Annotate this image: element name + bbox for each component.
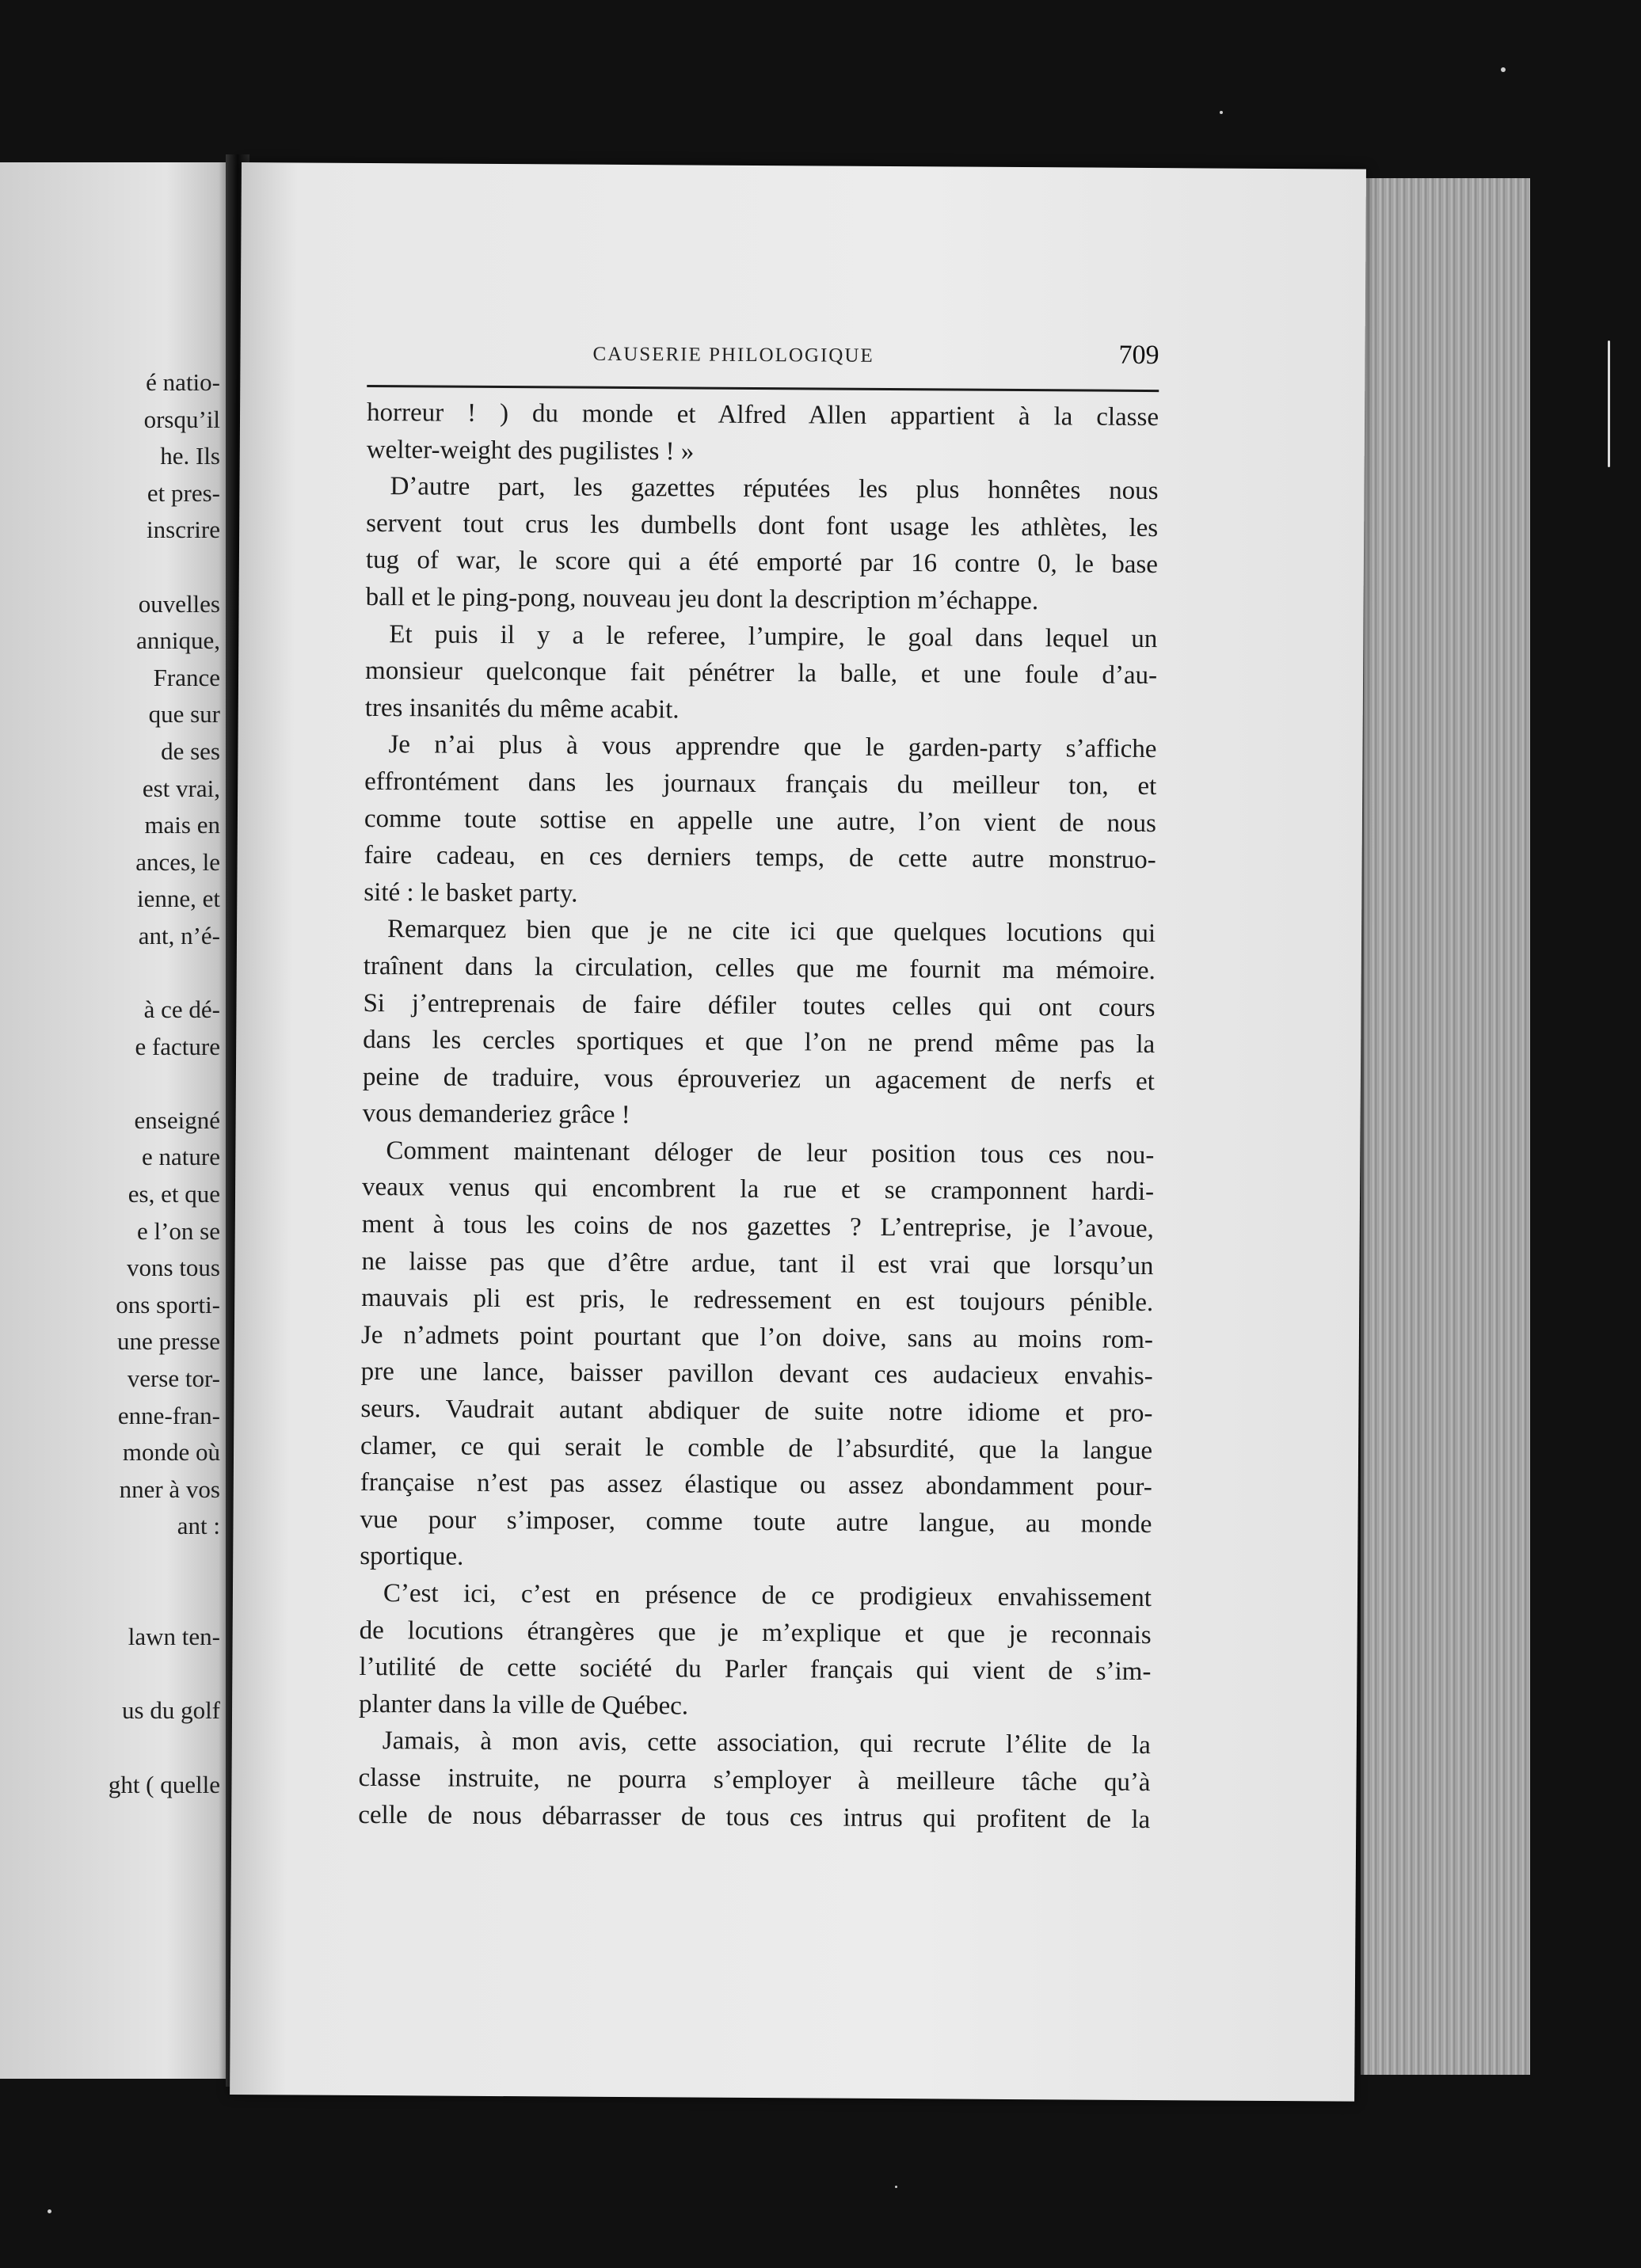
left-page-fragment: ances, le	[135, 847, 220, 876]
left-page-fragment: he. Ils	[160, 442, 220, 470]
left-page-fragment	[109, 1582, 220, 1619]
left-page-fragment: mais en	[144, 811, 220, 839]
text-line: Si j’entreprenais de faire défiler toutes celles qui ont cours	[363, 988, 1156, 1022]
body-text	[358, 394, 1159, 1838]
dust-speck	[1608, 341, 1610, 467]
text-line: seurs. Vaudrait autant abdiquer de suite notre idiome et pro-	[360, 1394, 1153, 1429]
text-line: sité : le basket party.	[364, 877, 578, 908]
page-header	[367, 333, 1159, 385]
text-line: Je n’admets point pourtant que l’on doive, sans au moins rom-	[360, 1320, 1154, 1354]
text-line: monsieur quelconque fait pénétrer la balle, et une foule d’au-	[364, 656, 1158, 691]
left-page-fragment	[109, 1730, 220, 1767]
text-line: veaux venus qui encombrent la rue et se cramponnent hardi-	[361, 1173, 1155, 1207]
text-line: Jamais, à mon avis, cette association, qui recrute l’élite de la	[382, 1726, 1151, 1760]
text-line: peine de traduire, vous éprouveriez un agacement de nerfs et	[362, 1062, 1156, 1096]
text-line: comme toute sottise en appelle une autre, l’on vient de nous	[364, 804, 1157, 838]
left-page-fragment: e l’on se	[136, 1216, 220, 1245]
dust-speck	[48, 2209, 51, 2213]
left-page-fragment: ant, n’é-	[138, 921, 220, 949]
text-line: pre une lance, baisser pavillon devant ces audacieux envahis-	[360, 1357, 1153, 1391]
left-page-fragment: que sur	[148, 700, 220, 729]
left-page-fragment: nner à vos	[119, 1475, 220, 1503]
text-line: D’autre part, les gazettes réputées les plus honnêtes nous	[390, 472, 1159, 506]
right-page	[230, 162, 1366, 2102]
left-page-fragment: e facture	[135, 1032, 220, 1060]
text-line: traînent dans la circulation, celles que me fournit ma mémoire.	[363, 951, 1156, 985]
left-page-fragment: et pres-	[147, 478, 220, 507]
text-line: welter-weight des pugilistes ! »	[366, 435, 695, 466]
text-line: ment à tous les coins de nos gazettes ? L’entreprise, je l’avoue,	[361, 1210, 1154, 1244]
left-page-fragment	[109, 1656, 220, 1693]
text-line: tug of war, le score qui a été emporté par 16 contre 0, le base	[365, 546, 1159, 580]
text-line: dans les cercles sportiques et que l’on ne prend même pas la	[363, 1026, 1156, 1060]
text-line: mauvais pli est pris, le redressement en est toujours pénible.	[361, 1284, 1154, 1318]
left-page-fragments	[109, 364, 220, 1803]
text-line: effrontément dans les journaux français du meilleur ton, et	[364, 767, 1157, 801]
text-line: de locutions étrangères que je m’explique et que je reconnais	[359, 1615, 1152, 1650]
left-page-fragment: est vrai,	[142, 774, 220, 802]
text-line: Comment maintenant déloger de leur position tous ces nou-	[386, 1136, 1155, 1170]
text-line: ne laisse pas que d’être ardue, tant il est vrai que lorsqu’un	[361, 1246, 1154, 1281]
dust-speck	[1501, 67, 1506, 72]
left-page-fragment: ght ( quelle	[108, 1770, 220, 1798]
text-line: tres insanités du même acabit.	[364, 693, 680, 725]
dust-speck	[1220, 111, 1223, 114]
text-line: faire cadeau, en ces derniers temps, de cette autre monstruo-	[364, 841, 1156, 875]
text-line: Et puis il y a le referee, l’umpire, le goal dans lequel un	[389, 619, 1158, 653]
left-page-fragment: à ce dé-	[143, 995, 220, 1024]
text-line: sportique.	[360, 1542, 464, 1572]
text-line: servent tout crus les dumbells dont font usage les athlètes, les	[366, 508, 1159, 542]
left-page-fragment: ienne, et	[136, 885, 220, 913]
left-page-fragment	[109, 549, 220, 586]
text-line: classe instruite, ne pourra s’employer à meilleure tâche qu’à	[358, 1763, 1151, 1798]
text-line: française n’est pas assez élastique ou assez abondamment pour-	[360, 1468, 1152, 1502]
left-page-fragment	[109, 1545, 220, 1582]
left-page-fragment	[109, 1065, 220, 1102]
left-page-fragment: vons tous	[127, 1254, 220, 1282]
left-page-fragment: es, et que	[128, 1180, 220, 1208]
left-page-fragment: ouvelles	[138, 589, 220, 618]
text-line: celle de nous débarrasser de tous ces intrus qui profitent de la	[358, 1800, 1151, 1834]
left-page-fragment: verse tor-	[127, 1364, 220, 1393]
left-page	[0, 162, 238, 2079]
page-edges	[1361, 178, 1530, 2075]
left-page-fragment: inscrire	[147, 516, 220, 544]
text-line: ball et le ping-pong, nouveau jeu dont la description m’échappe.	[365, 582, 1039, 616]
left-page-fragment: lawn ten-	[128, 1623, 220, 1651]
left-page-fragment: orsqu’il	[143, 405, 220, 433]
left-page-fragment: de ses	[161, 736, 220, 765]
text-line: vue pour s’imposer, comme toute autre langue, au monde	[360, 1505, 1152, 1539]
left-page-fragment: France	[153, 663, 220, 691]
header-rule	[367, 385, 1159, 392]
text-line: l’utilité de cette société du Parler français qui vient de s’im-	[359, 1653, 1152, 1687]
dust-speck	[895, 2186, 897, 2188]
left-page-fragment: enne-fran-	[117, 1401, 220, 1429]
text-line: planter dans la ville de Québec.	[359, 1689, 689, 1721]
left-page-fragment: us du golf	[122, 1696, 220, 1725]
left-page-fragment	[109, 955, 220, 992]
text-line: clamer, ce qui serait le comble de l’absurdité, que la langue	[360, 1431, 1153, 1465]
page-number: 709	[1118, 340, 1159, 371]
text-line: Remarquez bien que je ne cite ici que quelques locutions qui	[386, 915, 1156, 949]
running-title: CAUSERIE PHILOLOGIQUE	[592, 343, 874, 367]
left-page-fragment: monde où	[122, 1438, 220, 1467]
left-page-fragment: ant :	[177, 1512, 220, 1540]
left-page-fragment: é natio-	[146, 368, 220, 396]
left-page-fragment: ons sporti-	[116, 1290, 220, 1319]
left-page-fragment: enseigné	[134, 1105, 220, 1134]
text-line: horreur ! ) du monde et Alfred Allen appartient à la classe	[366, 398, 1159, 432]
left-page-fragment: e nature	[142, 1143, 220, 1171]
left-page-fragment: annique,	[136, 626, 220, 655]
text-line: C’est ici, c’est en présence de ce prodigieux envahissement	[383, 1579, 1152, 1613]
left-page-fragment: une presse	[117, 1327, 220, 1356]
text-line: Je n’ai plus à vous apprendre que le garden-party s’affiche	[388, 730, 1157, 764]
text-line: vous demanderiez grâce !	[362, 1099, 630, 1130]
